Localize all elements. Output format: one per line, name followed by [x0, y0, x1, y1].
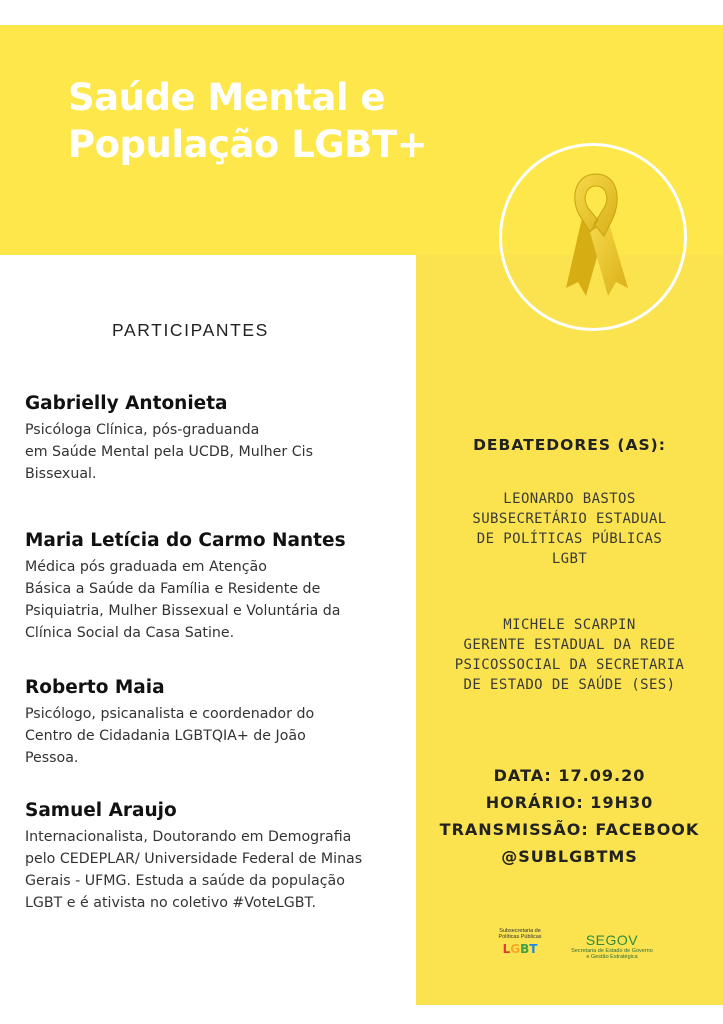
- debater-role-line: GERENTE ESTADUAL DA REDE: [463, 637, 676, 653]
- event-handle: @SUBLGBTMS: [501, 847, 638, 866]
- debater-name: LEONARDO BASTOS: [503, 491, 636, 507]
- segov-name: SEGOV: [585, 932, 639, 948]
- participants-heading: PARTICIPANTES: [112, 320, 269, 340]
- poster-title: [68, 74, 427, 168]
- debater-block: [416, 615, 723, 695]
- title-line-1: Saúde Mental e: [68, 76, 385, 119]
- subsecretaria-lgbt-logo: [490, 928, 550, 956]
- awareness-ribbon-icon: [560, 170, 632, 298]
- debater-role-line: PSICOSSOCIAL DA SECRETARIA: [454, 657, 685, 673]
- participant-description: Psicóloga Clínica, pós-graduanda em Saúde Mental pela UCDB, Mulher Cis Bissexual.: [25, 422, 313, 482]
- debater-role-line: DE ESTADO DE SAÚDE (SES): [463, 677, 676, 693]
- participant-description: Médica pós graduada em Atenção Básica a Saúde da Família e Residente de Psiquiatria, Mulher Bissexual e Voluntária da Clínica Social da Casa Satine.: [25, 559, 341, 641]
- participant-name: Maria Letícia do Carmo Nantes: [25, 530, 346, 551]
- segov-logo: [562, 932, 662, 960]
- title-line-2: População LGBT+: [68, 123, 428, 166]
- debater-name: MICHELE SCARPIN: [503, 617, 636, 633]
- participant-card: [25, 528, 410, 644]
- logo-sub-line1: Subsecretaria de: [499, 928, 541, 934]
- participant-card: [25, 391, 410, 485]
- participant-card: [25, 798, 410, 914]
- event-broadcast: TRANSMISSÃO: FACEBOOK: [439, 820, 700, 839]
- debater-role-line: LGBT: [551, 551, 588, 567]
- participant-description: Psicólogo, psicanalista e coordenador do Centro de Cidadania LGBTQIA+ de João Pessoa.: [25, 706, 315, 766]
- participant-card: [25, 675, 410, 769]
- segov-line1: Secretaria de Estado de Governo: [571, 948, 653, 954]
- event-time: HORÁRIO: 19H30: [485, 793, 654, 812]
- logo-sub-lgbt: LGBT: [502, 942, 538, 956]
- participant-description: Internacionalista, Doutorando em Demografia pelo CEDEPLAR/ Universidade Federal de Minas Gerais - UFMG. Estuda a saúde da população LGBT e é ativista no coletivo #VoteLGBT.: [25, 829, 363, 911]
- logo-sub-line2: Políticas Públicas: [498, 934, 542, 940]
- participant-name: Gabrielly Antonieta: [25, 393, 228, 414]
- sponsor-logos: [490, 928, 690, 973]
- event-info: [416, 762, 723, 870]
- debater-block: [416, 489, 723, 569]
- participant-name: Roberto Maia: [25, 677, 165, 698]
- segov-line2: e Gestão Estratégica: [586, 954, 638, 960]
- debater-role-line: DE POLÍTICAS PÚBLICAS: [476, 531, 663, 547]
- debaters-heading: DEBATEDORES (AS):: [473, 436, 666, 454]
- event-date: DATA: 17.09.20: [493, 766, 646, 785]
- debater-role-line: SUBSECRETÁRIO ESTADUAL: [472, 511, 667, 527]
- participant-name: Samuel Araujo: [25, 800, 177, 821]
